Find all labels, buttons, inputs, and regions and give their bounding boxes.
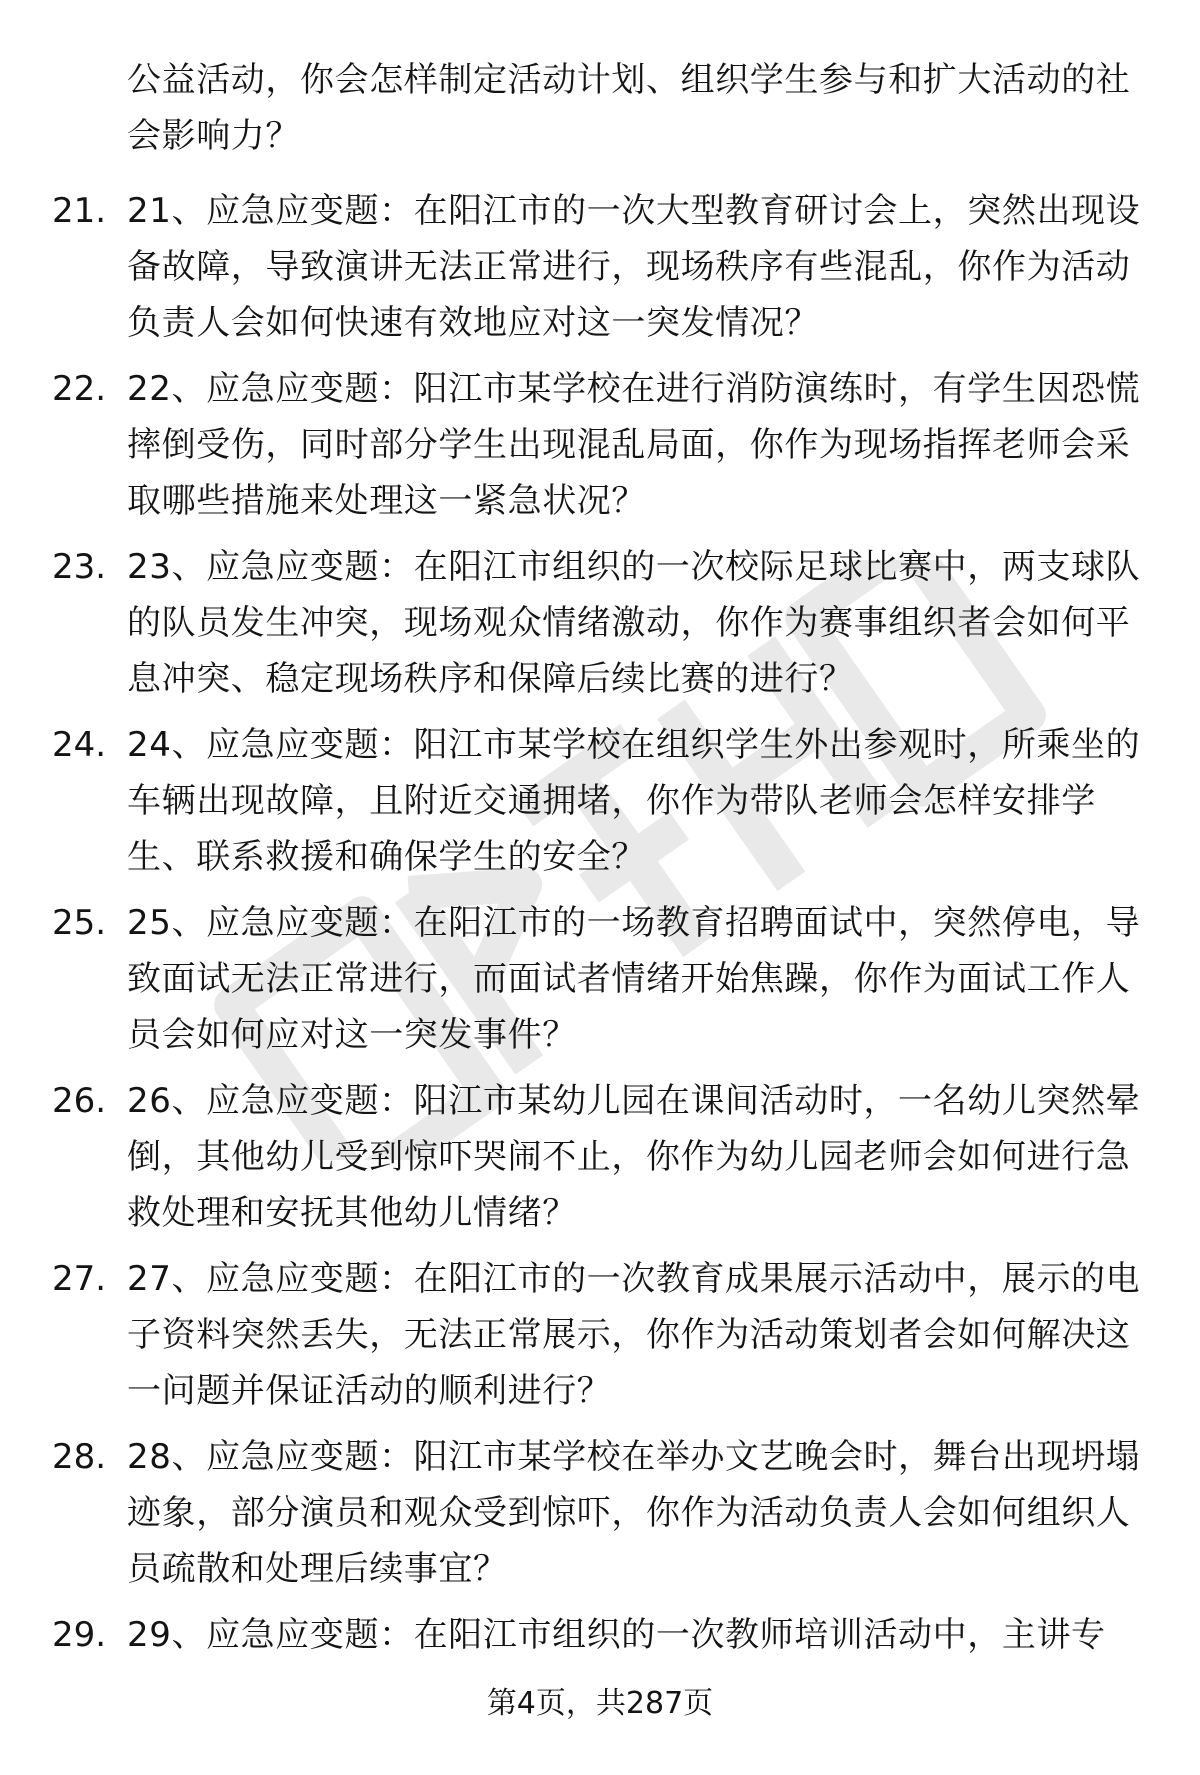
list-item (0, 173, 1200, 351)
item-number: 24. (52, 725, 107, 765)
item-text: 25、应急应变题：在阳江市的一场教育招聘面试中，突然停电，导致面试无法正常进行，而面试者情绪开始焦躁，你作为面试工作人员会如何应对这一突发事件？ (127, 903, 1141, 1055)
list-item (0, 1063, 1200, 1241)
list-item (0, 1419, 1200, 1597)
item-number: 22. (52, 369, 107, 409)
item-number: 21. (52, 191, 107, 231)
item-number: 29. (52, 1615, 107, 1655)
item-text: 21、应急应变题：在阳江市的一次大型教育研讨会上，突然出现设备故障，导致演讲无法正常进行，现场秩序有些混乱，你作为活动负责人会如何快速有效地应对这一突发情况？ (127, 191, 1141, 343)
item-text: 22、应急应变题：阳江市某学校在进行消防演练时，有学生因恐慌摔倒受伤，同时部分学生出现混乱局面，你作为现场指挥老师会采取哪些措施来处理这一紧急状况？ (127, 369, 1141, 521)
item-number: 26. (52, 1081, 107, 1121)
item-text: 27、应急应变题：在阳江市的一次教育成果展示活动中，展示的电子资料突然丢失，无法正常展示，你作为活动策划者会如何解决这一问题并保证活动的顺利进行？ (127, 1259, 1141, 1411)
item-text: 29、应急应变题：在阳江市组织的一次教师培训活动中，主讲专 (127, 1615, 1106, 1655)
item-number: 27. (52, 1259, 107, 1299)
item-number: 28. (52, 1437, 107, 1477)
continuation-paragraph: 公益活动，你会怎样制定活动计划、组织学生参与和扩大活动的社会影响力？ (127, 60, 1131, 156)
list-item (0, 1241, 1200, 1419)
item-text: 24、应急应变题：阳江市某学校在组织学生外出参观时，所乘坐的车辆出现故障，且附近交通拥堵，你作为带队老师会怎样安排学生、联系救援和确保学生的安全？ (127, 725, 1141, 877)
item-number: 25. (52, 903, 107, 943)
list-item (0, 529, 1200, 707)
list-item (0, 351, 1200, 529)
item-text: 28、应急应变题：阳江市某学校在举办文艺晚会时，舞台出现坍塌迹象，部分演员和观众受到惊吓，你作为活动负责人会如何组织人员疏散和处理后续事宜？ (127, 1437, 1141, 1589)
question-list (0, 173, 1200, 1775)
item-text: 26、应急应变题：阳江市某幼儿园在课间活动时，一名幼儿突然晕倒，其他幼儿受到惊吓哭闹不止，你作为幼儿园老师会如何进行急救处理和安抚其他幼儿情绪？ (127, 1081, 1141, 1233)
item-text: 23、应急应变题：在阳江市组织的一次校际足球比赛中，两支球队的队员发生冲突，现场观众情绪激动，你作为赛事组织者会如何平息冲突、稳定现场秩序和保障后续比赛的进行？ (127, 547, 1141, 699)
list-item (0, 707, 1200, 885)
item-number: 23. (52, 547, 107, 587)
page-footer: 第4页，共287页 (486, 1686, 714, 1721)
list-item (0, 885, 1200, 1063)
